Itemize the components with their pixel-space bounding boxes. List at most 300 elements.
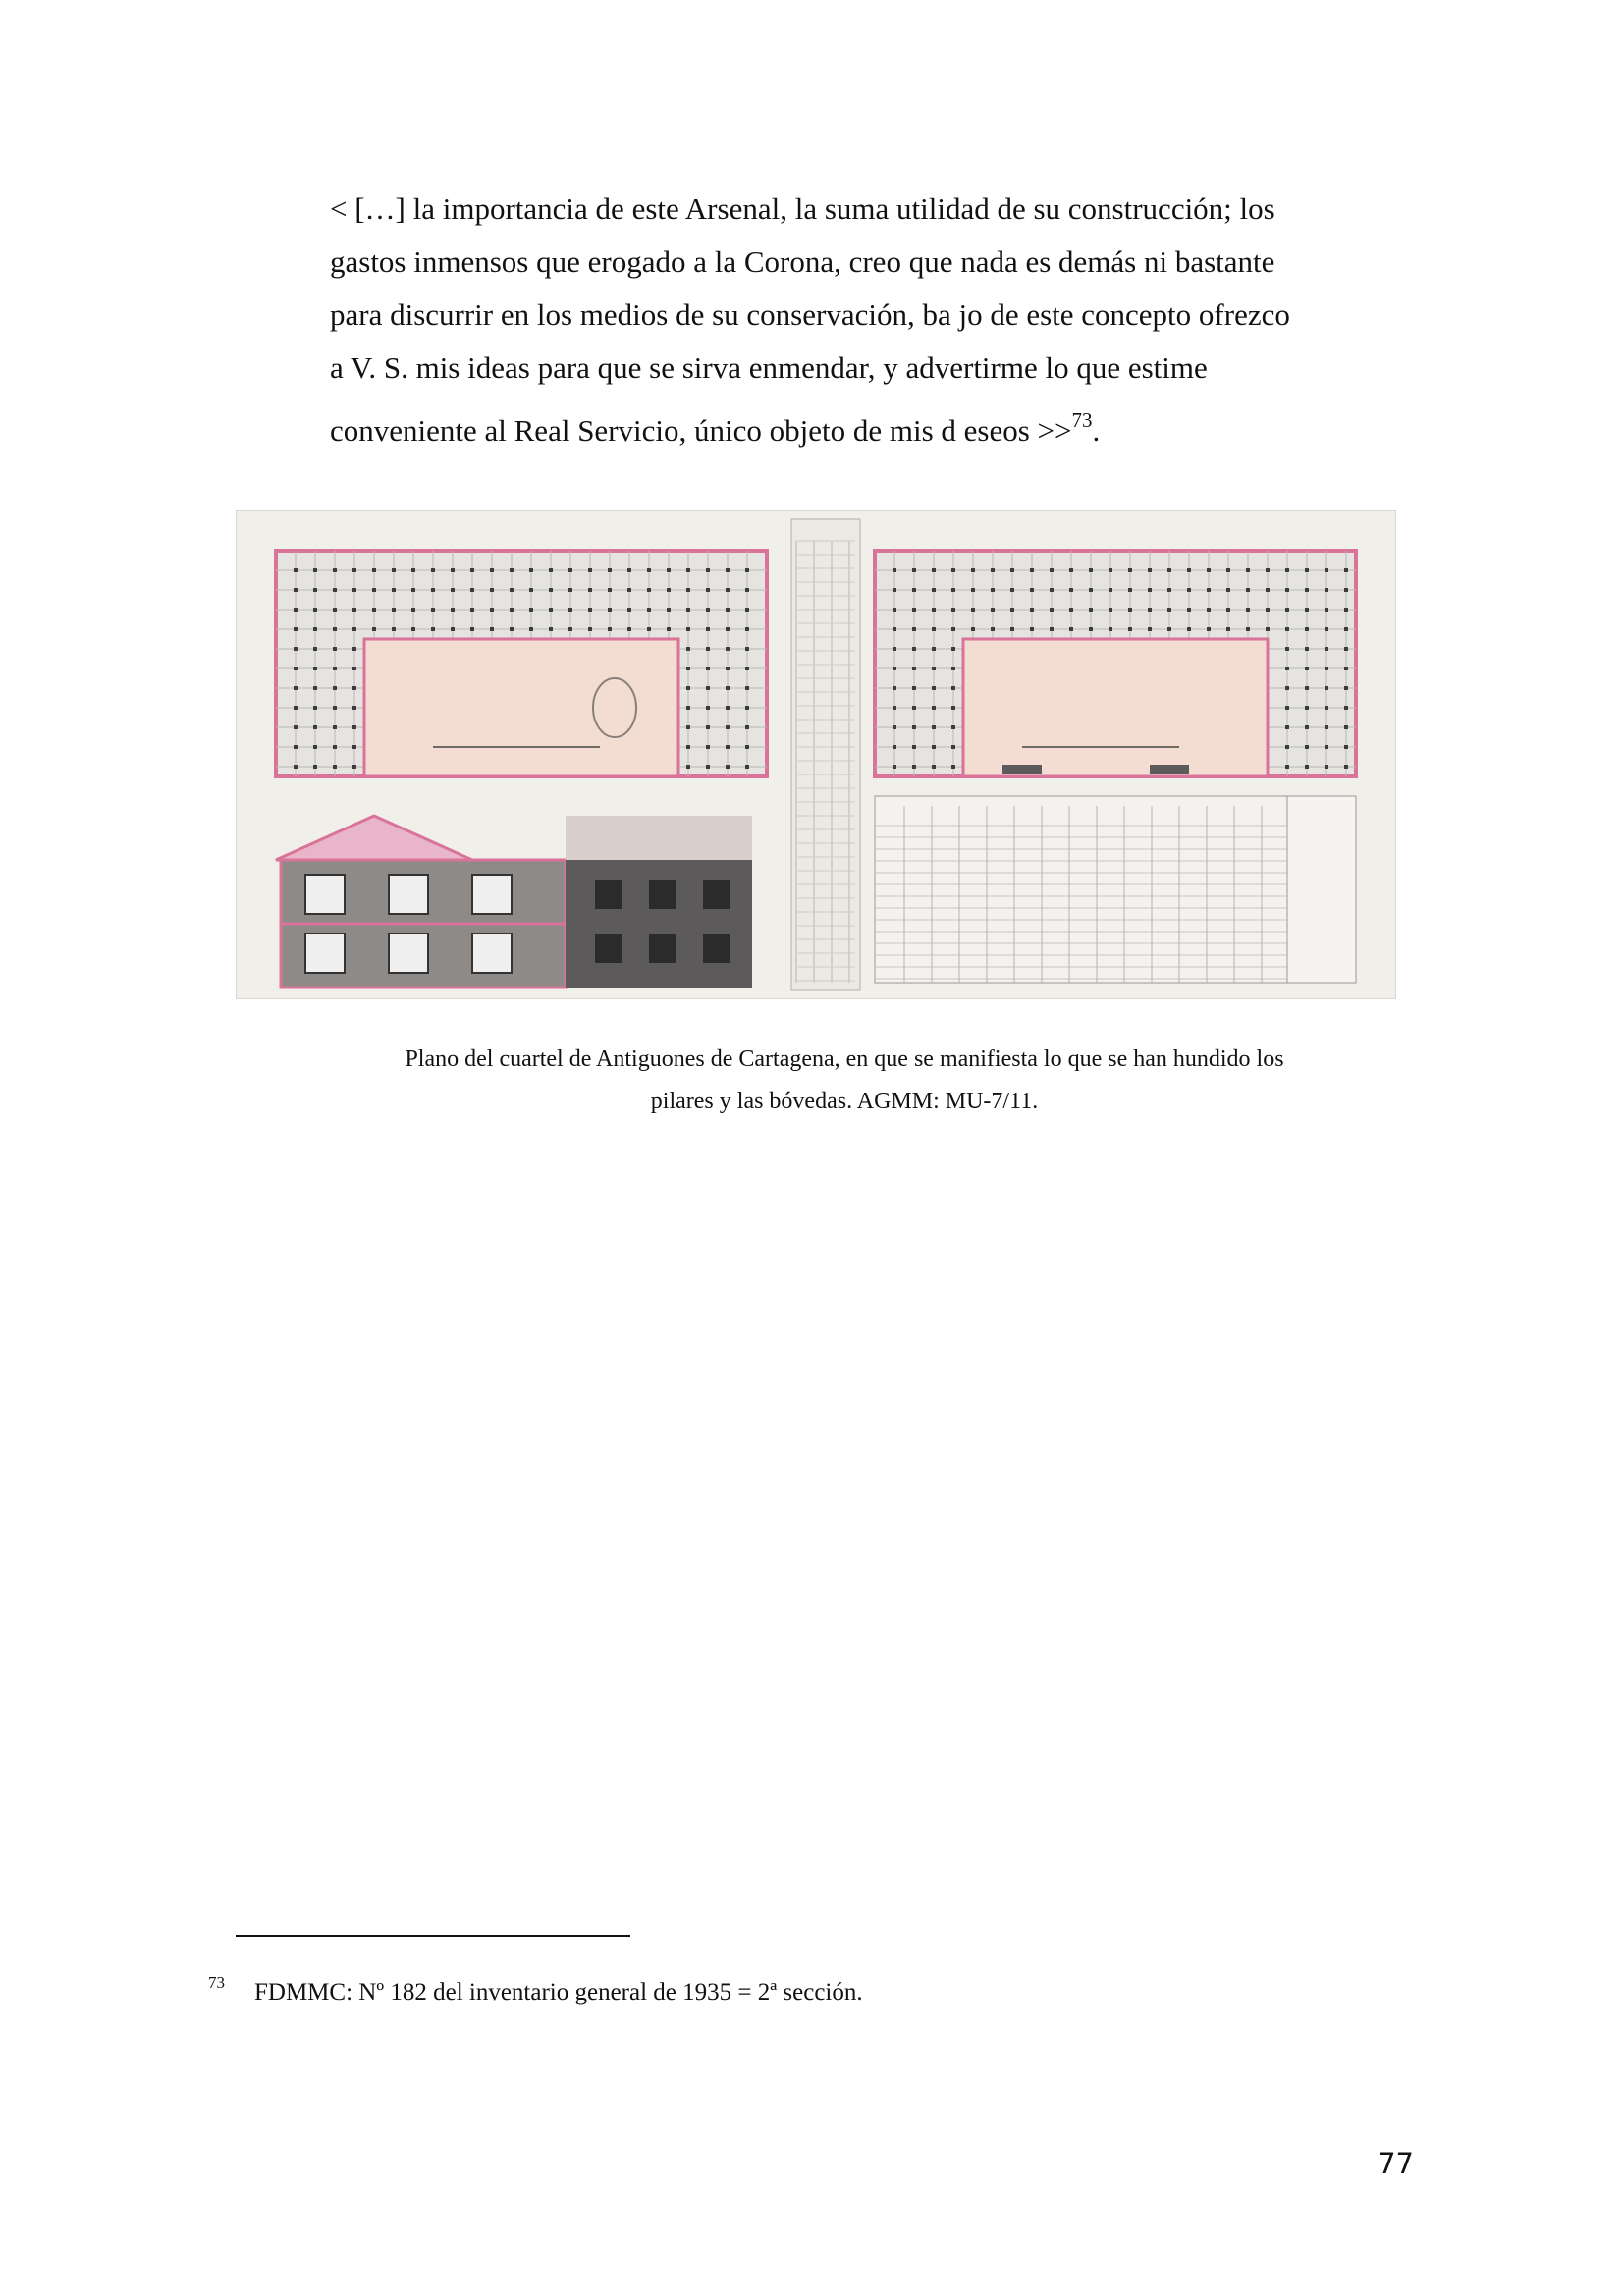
lower-floor-plan-pillar: [431, 588, 435, 592]
quote-line: < […] la importancia de este Arsenal, la suma utilidad de su construcción; los: [330, 191, 1275, 226]
lower-floor-plan-pillar: [529, 608, 533, 612]
quote-line: a V. S. mis ideas para que se sirva enmendar, y advertirme lo que estime: [330, 350, 1208, 385]
upper-floor-plan-pillar: [1010, 568, 1014, 572]
quote-line-text: conveniente al Real Servicio, único objeto de mis d eseos >>: [330, 413, 1072, 448]
upper-floor-plan-pillar: [951, 647, 955, 651]
lower-floor-plan-pillar: [352, 568, 356, 572]
lower-floor-plan-pillar: [313, 725, 317, 729]
upper-floor-plan-pillar: [1285, 745, 1289, 749]
lower-floor-plan-pillar: [647, 608, 651, 612]
upper-floor-plan-pillar: [951, 588, 955, 592]
upper-floor-plan-pillar: [991, 588, 995, 592]
upper-floor-plan-pillar: [893, 647, 896, 651]
upper-floor-plan-pillar: [932, 627, 936, 631]
upper-floor-plan-pillar: [1344, 745, 1348, 749]
quote-last-line: [330, 404, 1390, 457]
lower-floor-plan-pillar: [333, 667, 337, 670]
lower-floor-plan-pillar: [627, 588, 631, 592]
lower-floor-plan-pillar: [313, 608, 317, 612]
upper-floor-plan-pillar: [893, 667, 896, 670]
upper-floor-plan-pillar: [1050, 588, 1054, 592]
upper-floor-plan-pillar: [893, 627, 896, 631]
upper-floor-plan-pillar: [1325, 667, 1328, 670]
lower-floor-plan-pillar: [392, 608, 396, 612]
lower-floor-plan-pillar: [667, 627, 671, 631]
lower-floor-plan-pillar: [647, 568, 651, 572]
upper-floor-plan-pillar: [1305, 608, 1309, 612]
lower-floor-plan-pillar: [706, 608, 710, 612]
upper-floor-plan-pillar: [1344, 765, 1348, 769]
lower-floor-plan-pillar: [352, 608, 356, 612]
upper-floor-plan-pillar: [893, 608, 896, 612]
lower-floor-plan-pillar: [667, 608, 671, 612]
upper-floor-plan-pillar: [1207, 568, 1211, 572]
lower-floor-plan-pillar: [451, 627, 455, 631]
section-window: [305, 875, 345, 914]
upper-floor-plan-pillar: [1246, 608, 1250, 612]
lower-floor-plan-pillar: [352, 706, 356, 710]
upper-floor-plan-pillar: [1148, 608, 1152, 612]
lower-floor-plan-pillar: [627, 627, 631, 631]
upper-floor-plan-pillar: [971, 627, 975, 631]
lower-floor-plan-pillar: [333, 686, 337, 690]
upper-floor-plan-pillar: [912, 588, 916, 592]
upper-floor-plan-pillar: [971, 588, 975, 592]
upper-floor-plan-pillar: [1148, 588, 1152, 592]
upper-floor-plan-pillar: [1266, 627, 1270, 631]
lower-floor-plan-pillar: [451, 588, 455, 592]
upper-floor-plan-pillar: [1325, 745, 1328, 749]
upper-floor-plan-pillar: [1285, 627, 1289, 631]
page-number: 77: [1378, 2147, 1414, 2180]
lower-floor-plan-pillar: [588, 588, 592, 592]
upper-floor-plan-pillar: [1285, 667, 1289, 670]
lower-floor-plan-pillar: [431, 608, 435, 612]
upper-floor-plan-pillar: [1069, 627, 1073, 631]
upper-floor-plan-pillar: [1305, 588, 1309, 592]
lower-floor-plan-pillar: [706, 765, 710, 769]
upper-floor-plan-pillar: [932, 725, 936, 729]
upper-floor-plan-pillar: [1030, 588, 1034, 592]
lower-floor-plan-pillar: [392, 568, 396, 572]
lower-floor-plan-pillar: [706, 725, 710, 729]
upper-floor-plan-pillar: [1325, 588, 1328, 592]
upper-floor-plan-pillar: [1128, 568, 1132, 572]
lower-floor-plan-pillar: [313, 667, 317, 670]
upper-floor-plan-pillar: [1344, 686, 1348, 690]
lower-floor-plan-pillar: [352, 725, 356, 729]
lower-floor-plan-pillar: [686, 627, 690, 631]
upper-floor-plan-pillar: [1167, 608, 1171, 612]
upper-floor-plan-pillar: [951, 568, 955, 572]
lower-floor-plan-pillar: [294, 706, 298, 710]
lower-floor-plan-pillar: [549, 608, 553, 612]
lower-floor-plan-pillar: [294, 568, 298, 572]
upper-floor-plan-pillar: [1167, 627, 1171, 631]
lower-floor-plan-pillar: [352, 686, 356, 690]
upper-floor-plan-pillar: [1285, 725, 1289, 729]
upper-floor-plan-pillar: [951, 667, 955, 670]
upper-floor-plan-pillar: [1109, 608, 1112, 612]
lower-floor-plan-pillar: [372, 627, 376, 631]
upper-floor-plan-pillar: [1050, 568, 1054, 572]
lower-floor-plan-pillar: [470, 568, 474, 572]
lower-floor-plan-pillar: [686, 706, 690, 710]
lower-floor-plan-pillar: [333, 608, 337, 612]
upper-floor-plan-pillar: [1050, 608, 1054, 612]
upper-floor-plan-pillar: [1207, 588, 1211, 592]
lower-floor-plan-pillar: [549, 568, 553, 572]
upper-floor-plan-pillar: [991, 627, 995, 631]
caption-line: Plano del cuartel de Antiguones de Cartagena, en que se manifiesta lo que se han hundido los: [405, 1046, 1284, 1072]
upper-floor-plan-pillar: [1325, 568, 1328, 572]
upper-floor-plan-pillar: [1305, 765, 1309, 769]
lower-floor-plan-pillar: [726, 765, 730, 769]
section-window: [472, 875, 512, 914]
upper-floor-plan-pillar: [1010, 588, 1014, 592]
lower-floor-plan-pillar: [647, 627, 651, 631]
lower-floor-plan-pillar: [333, 647, 337, 651]
lower-floor-plan-pillar: [372, 588, 376, 592]
lower-floor-plan-pillar: [686, 647, 690, 651]
lower-floor-plan-pillar: [294, 627, 298, 631]
upper-floor-plan-pillar: [951, 745, 955, 749]
upper-floor-plan-pillar: [1285, 588, 1289, 592]
upper-floor-plan-pillar: [1344, 608, 1348, 612]
lower-floor-plan-pillar: [549, 627, 553, 631]
upper-floor-plan-pillar: [1187, 588, 1191, 592]
lower-floor-plan-pillar: [686, 725, 690, 729]
barracks-plan-drawing: [237, 511, 1395, 998]
upper-floor-plan-pillar: [893, 745, 896, 749]
upper-floor-plan-pillar: [1226, 588, 1230, 592]
lower-floor-plan-pillar: [392, 588, 396, 592]
upper-floor-plan-pillar: [951, 608, 955, 612]
lower-floor-plan-pillar: [706, 647, 710, 651]
lower-floor-plan-pillar: [529, 568, 533, 572]
upper-floor-plan-pillar: [1344, 627, 1348, 631]
lower-floor-plan-pillar: [686, 588, 690, 592]
upper-floor-plan-pillar: [1305, 745, 1309, 749]
caption-line: pilares y las bóvedas. AGMM: MU-7/11.: [650, 1089, 1039, 1114]
lower-floor-plan-pillar: [294, 765, 298, 769]
lower-floor-plan-pillar: [313, 568, 317, 572]
upper-floor-plan-pillar: [932, 765, 936, 769]
lower-floor-plan-pillar: [706, 627, 710, 631]
upper-floor-plan-pillar: [1305, 725, 1309, 729]
upper-floor-plan-pillar: [912, 647, 916, 651]
lower-floor-plan-pillar: [568, 627, 572, 631]
upper-floor-plan-pillar: [951, 686, 955, 690]
lower-floor-plan-pillar: [608, 588, 612, 592]
lower-floor-plan-pillar: [352, 627, 356, 631]
footnote-separator: [236, 1935, 630, 1937]
lower-floor-plan-pillar: [588, 608, 592, 612]
upper-floor-plan-pillar: [1305, 647, 1309, 651]
lower-floor-plan-pillar: [313, 706, 317, 710]
lower-floor-plan-pillar: [627, 568, 631, 572]
upper-floor-plan-pillar: [1187, 627, 1191, 631]
data-table-notes: [1287, 796, 1356, 983]
upper-floor-plan-pillar: [1167, 588, 1171, 592]
lower-floor-plan-pillar: [686, 667, 690, 670]
lower-floor-plan-pillar: [411, 588, 415, 592]
footnote-number: 73: [208, 1973, 225, 1992]
lower-floor-plan-pillar: [667, 588, 671, 592]
upper-floor-plan-pillar: [932, 608, 936, 612]
lower-floor-plan-pillar: [333, 706, 337, 710]
lower-floor-plan-pillar: [294, 608, 298, 612]
footnote-text: FDMMC: Nº 182 del inventario general de 1935 = 2ª sección.: [254, 1979, 863, 2005]
lower-floor-plan-pillar: [706, 588, 710, 592]
upper-floor-plan-pillar: [912, 667, 916, 670]
lower-floor-plan-pillar: [313, 686, 317, 690]
lower-floor-plan-pillar: [490, 568, 494, 572]
upper-floor-plan-pillar: [1148, 568, 1152, 572]
upper-floor-plan-pillar: [1344, 568, 1348, 572]
lower-floor-plan-pillar: [686, 765, 690, 769]
lower-floor-plan-pillar: [608, 608, 612, 612]
lower-floor-plan-pillar: [333, 588, 337, 592]
upper-floor-plan-pillar: [1344, 588, 1348, 592]
lower-floor-plan-pillar: [470, 588, 474, 592]
lower-floor-plan-pillar: [294, 725, 298, 729]
lower-floor-plan-pillar: [568, 568, 572, 572]
upper-floor-plan-pillar: [932, 588, 936, 592]
lower-floor-plan-pillar: [726, 745, 730, 749]
upper-floor-plan-pillar: [1069, 568, 1073, 572]
upper-floor-plan-pillar: [1285, 706, 1289, 710]
upper-floor-plan-pillar: [1305, 706, 1309, 710]
lower-floor-plan-pillar: [411, 568, 415, 572]
lower-floor-plan-pillar: [529, 588, 533, 592]
upper-floor-plan-pillar: [1226, 627, 1230, 631]
lower-floor-plan-pillar: [745, 647, 749, 651]
upper-floor-plan-pillar: [1128, 588, 1132, 592]
section-window: [305, 934, 345, 973]
upper-floor-plan-pillar: [1069, 608, 1073, 612]
upper-floor-plan-pillar: [912, 568, 916, 572]
upper-floor-plan-pillar: [1305, 667, 1309, 670]
upper-floor-plan-pillar: [1187, 568, 1191, 572]
lower-floor-plan-pillar: [745, 608, 749, 612]
upper-floor-plan-pillar: [932, 686, 936, 690]
upper-floor-plan-pillar: [1069, 588, 1073, 592]
section-window: [649, 880, 676, 909]
lower-floor-plan-pillar: [745, 725, 749, 729]
upper-floor-plan-pillar: [1010, 608, 1014, 612]
lower-floor-plan-pillar: [352, 765, 356, 769]
lower-floor-plan-pillar: [745, 627, 749, 631]
lower-floor-plan-pillar: [549, 588, 553, 592]
lower-floor-plan-pillar: [313, 647, 317, 651]
block-quote: [330, 183, 1390, 457]
upper-floor-plan-pillar: [893, 725, 896, 729]
lower-floor-plan-pillar: [726, 627, 730, 631]
lower-floor-plan-pillar: [706, 706, 710, 710]
upper-floor-plan-pillar: [991, 608, 995, 612]
lower-floor-plan-pillar: [352, 647, 356, 651]
upper-floor-plan-pillar: [1285, 686, 1289, 690]
upper-floor-plan-pillar: [1030, 568, 1034, 572]
upper-floor-plan-pillar: [1344, 706, 1348, 710]
quote-line: para discurrir en los medios de su conservación, ba jo de este concepto ofrezco: [330, 297, 1290, 332]
upper-floor-plan-pillar: [932, 568, 936, 572]
upper-floor-plan-pillar: [1089, 568, 1093, 572]
lower-floor-plan-pillar: [608, 627, 612, 631]
section-window: [472, 934, 512, 973]
upper-floor-plan-pillar: [1109, 588, 1112, 592]
upper-floor-plan-pillar: [1325, 725, 1328, 729]
lower-floor-plan-pillar: [294, 745, 298, 749]
upper-floor-plan-pillar: [1285, 647, 1289, 651]
upper-floor-plan-pillar: [1109, 568, 1112, 572]
footnote-reference[interactable]: 73: [1071, 408, 1093, 432]
lower-floor-plan-pillar: [294, 647, 298, 651]
upper-floor-plan-pillar: [1266, 608, 1270, 612]
lower-floor-plan-pillar: [706, 667, 710, 670]
upper-floor-plan-pillar: [912, 686, 916, 690]
lower-floor-plan-pillar: [745, 588, 749, 592]
lower-floor-plan-pillar: [745, 686, 749, 690]
lower-floor-plan-courtyard: [364, 639, 678, 776]
upper-floor-plan-pillar: [1109, 627, 1112, 631]
lower-floor-plan-pillar: [726, 686, 730, 690]
upper-floor-plan-pillar: [1187, 608, 1191, 612]
lower-floor-plan-pillar: [313, 588, 317, 592]
upper-floor-plan-pillar: [1207, 627, 1211, 631]
lower-floor-plan-pillar: [745, 765, 749, 769]
section-right-block: [566, 860, 752, 988]
upper-floor-plan-pillar: [893, 686, 896, 690]
upper-floor-plan-pillar: [1285, 608, 1289, 612]
upper-floor-plan-pillar: [1305, 627, 1309, 631]
upper-floor-plan-pillar: [932, 706, 936, 710]
lower-floor-plan-pillar: [333, 745, 337, 749]
section-window: [389, 875, 428, 914]
lower-floor-plan-pillar: [726, 588, 730, 592]
lower-floor-plan-pillar: [726, 667, 730, 670]
section-window: [389, 934, 428, 973]
upper-floor-plan-pillar: [1325, 608, 1328, 612]
lower-floor-plan-pillar: [726, 725, 730, 729]
lower-floor-plan-pillar: [372, 608, 376, 612]
upper-floor-plan-pillar: [932, 745, 936, 749]
upper-floor-plan-pillar: [1266, 568, 1270, 572]
lower-floor-plan-pillar: [686, 608, 690, 612]
lower-floor-plan-pillar: [411, 627, 415, 631]
upper-floor-plan-pillar: [1030, 627, 1034, 631]
upper-floor-plan-pillar: [1285, 765, 1289, 769]
upper-floor-plan-pillar: [1344, 647, 1348, 651]
upper-floor-plan-pillar: [1325, 765, 1328, 769]
upper-floor-plan-pillar: [932, 667, 936, 670]
upper-floor-plan-pillar: [1050, 627, 1054, 631]
quote-line: gastos inmensos que erogado a la Corona, creo que nada es demás ni bastante: [330, 244, 1275, 279]
section-window: [703, 880, 730, 909]
lower-floor-plan-pillar: [313, 765, 317, 769]
lower-floor-plan-pillar: [667, 568, 671, 572]
lower-floor-plan-pillar: [333, 627, 337, 631]
lower-floor-plan-pillar: [529, 627, 533, 631]
upper-floor-plan-pillar: [1226, 608, 1230, 612]
lower-floor-plan-pillar: [490, 588, 494, 592]
lower-floor-plan-pillar: [745, 667, 749, 670]
lower-floor-plan-pillar: [431, 568, 435, 572]
lower-floor-plan-pillar: [294, 667, 298, 670]
lower-floor-plan-pillar: [686, 745, 690, 749]
lower-floor-plan-pillar: [352, 667, 356, 670]
lower-floor-plan-pillar: [333, 568, 337, 572]
lower-floor-plan-pillar: [706, 745, 710, 749]
upper-floor-plan-courtyard: [963, 639, 1268, 776]
lower-floor-plan-pillar: [333, 765, 337, 769]
upper-floor-plan-pillar: [1226, 568, 1230, 572]
lower-floor-plan-pillar: [510, 608, 514, 612]
upper-floor-plan-pillar: [1305, 686, 1309, 690]
lower-floor-plan-pillar: [411, 608, 415, 612]
upper-floor-plan-pillar: [1128, 608, 1132, 612]
upper-floor-plan-pillar: [971, 568, 975, 572]
upper-floor-plan-pillar: [1325, 686, 1328, 690]
upper-floor-plan-pillar: [1344, 725, 1348, 729]
lower-floor-plan-pillar: [333, 725, 337, 729]
upper-floor-plan-pillar: [1325, 706, 1328, 710]
upper-floor-plan-pillar: [912, 745, 916, 749]
upper-floor-plan-pillar: [1246, 568, 1250, 572]
upper-floor-stair: [1002, 765, 1042, 774]
upper-floor-plan-pillar: [1344, 667, 1348, 670]
lower-floor-plan-pillar: [745, 706, 749, 710]
upper-floor-plan-pillar: [1089, 627, 1093, 631]
lower-floor-plan-pillar: [431, 627, 435, 631]
lower-floor-plan-pillar: [372, 568, 376, 572]
upper-floor-plan-pillar: [893, 588, 896, 592]
lower-floor-plan-pillar: [706, 568, 710, 572]
lower-floor-plan-pillar: [490, 627, 494, 631]
footnote: [208, 1973, 863, 2006]
upper-floor-plan-pillar: [1325, 627, 1328, 631]
upper-floor-plan-pillar: [951, 627, 955, 631]
upper-floor-plan-pillar: [1285, 568, 1289, 572]
lower-floor-plan-pillar: [588, 627, 592, 631]
section-window: [595, 880, 622, 909]
upper-floor-plan-pillar: [951, 725, 955, 729]
upper-floor-plan-pillar: [1266, 588, 1270, 592]
upper-floor-plan-pillar: [1128, 627, 1132, 631]
upper-floor-stair: [1150, 765, 1189, 774]
section-window: [649, 934, 676, 963]
upper-floor-plan-pillar: [1010, 627, 1014, 631]
lower-floor-plan-pillar: [608, 568, 612, 572]
lower-floor-plan-pillar: [627, 608, 631, 612]
lower-floor-plan-pillar: [470, 627, 474, 631]
upper-floor-plan-pillar: [1246, 627, 1250, 631]
upper-floor-plan-pillar: [1148, 627, 1152, 631]
upper-floor-plan-pillar: [932, 647, 936, 651]
lower-floor-plan-pillar: [745, 568, 749, 572]
lower-floor-plan-pillar: [510, 588, 514, 592]
upper-floor-plan-pillar: [991, 568, 995, 572]
upper-floor-plan-pillar: [912, 706, 916, 710]
upper-floor-plan-pillar: [1167, 568, 1171, 572]
lower-floor-plan-pillar: [470, 608, 474, 612]
figure-caption: [295, 1039, 1394, 1123]
lower-floor-plan-pillar: [726, 647, 730, 651]
lower-floor-plan-pillar: [726, 608, 730, 612]
lower-floor-plan-pillar: [510, 627, 514, 631]
lower-floor-plan-pillar: [352, 745, 356, 749]
